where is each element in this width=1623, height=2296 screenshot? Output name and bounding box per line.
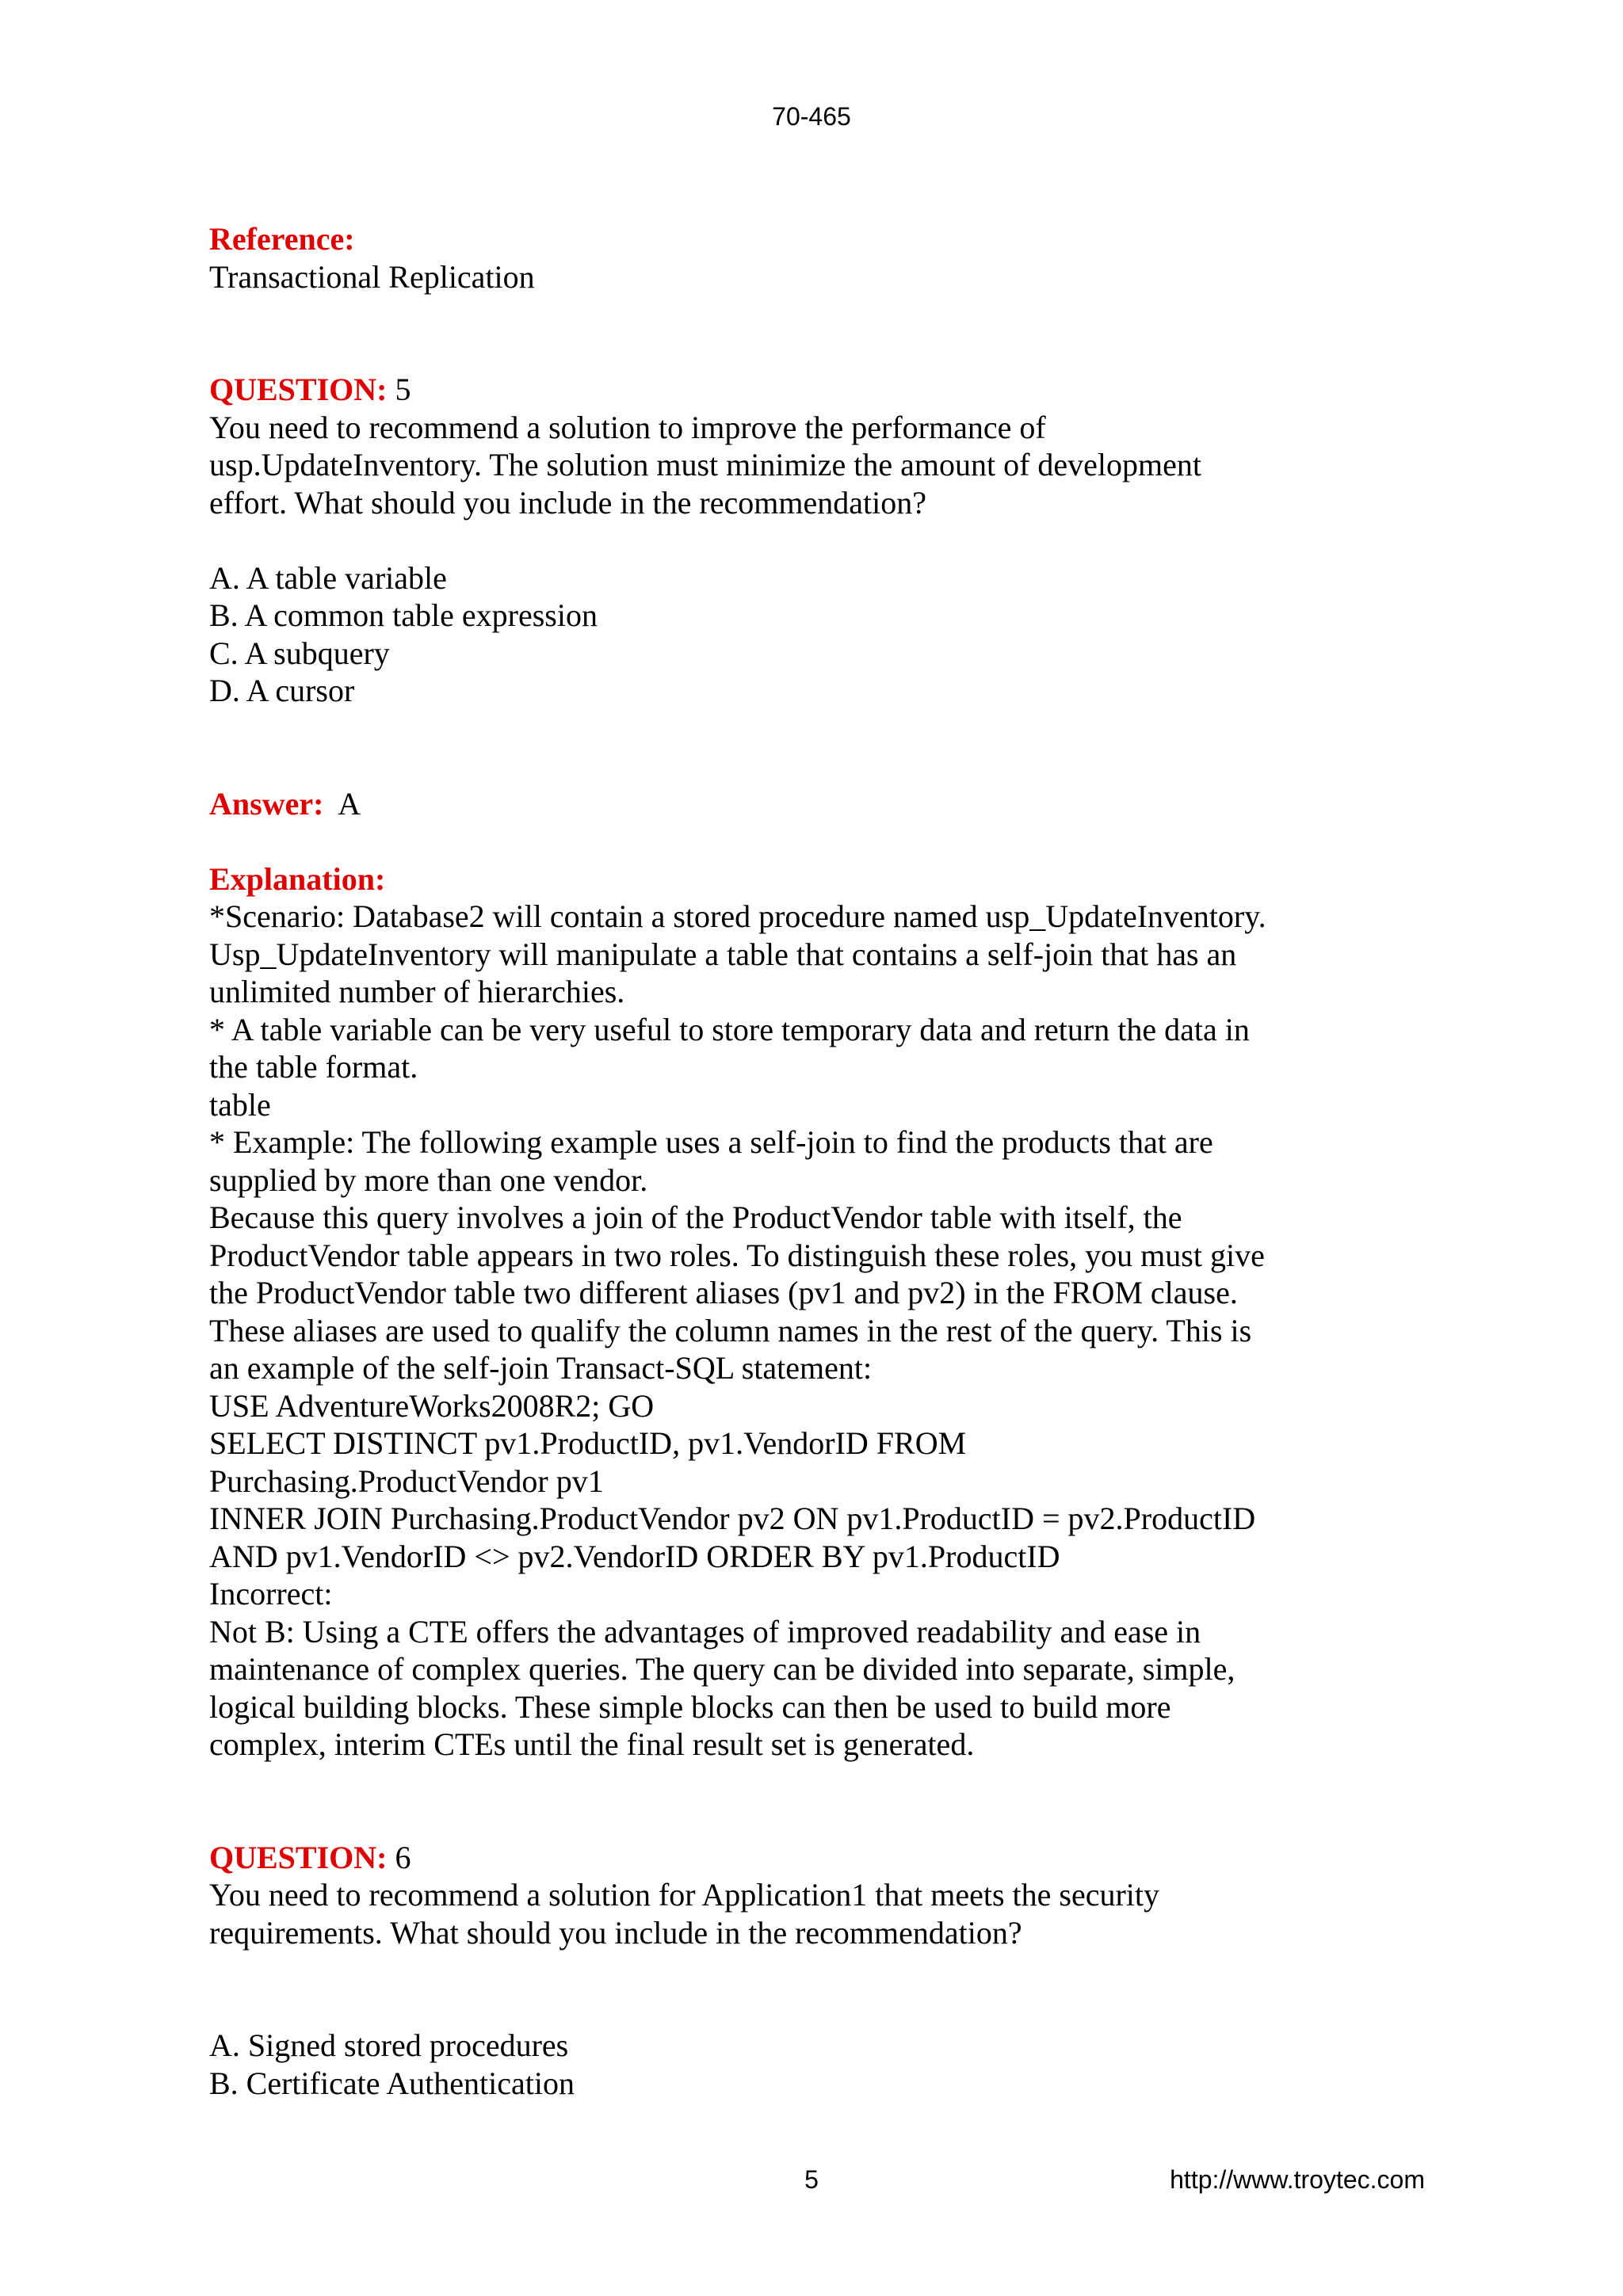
- explanation-line: supplied by more than one vendor.: [209, 1161, 648, 1198]
- explanation-line: logical building blocks. These simple blocks can then be used to build more: [209, 1688, 1171, 1725]
- explanation-line: AND pv1.VendorID <> pv2.VendorID ORDER BY pv1.ProductID: [209, 1538, 1060, 1574]
- answer-label: Answer:: [209, 785, 324, 822]
- explanation-line: SELECT DISTINCT pv1.ProductID, pv1.VendorID FROM: [209, 1425, 967, 1461]
- explanation-line: Incorrect:: [209, 1576, 333, 1611]
- explanation-line: table: [209, 1086, 271, 1123]
- question-5-option-c: C. A subquery: [209, 635, 390, 671]
- question-number: 6: [395, 1839, 411, 1875]
- question-6-option-a: A. Signed stored procedures: [209, 2027, 569, 2063]
- question-5-text-line: usp.UpdateInventory. The solution must minimize the amount of development: [209, 447, 1201, 482]
- page-number: 5: [804, 2165, 819, 2194]
- question-5-option-b: B. A common table expression: [209, 597, 598, 633]
- question-number: 5: [395, 372, 411, 407]
- explanation-line: Because this query involves a join of the ProductVendor table with itself, the: [209, 1199, 1182, 1235]
- page-content: [209, 220, 1556, 2102]
- explanation-line: USE AdventureWorks2008R2; GO: [209, 1387, 655, 1424]
- explanation-line: Purchasing.ProductVendor pv1: [209, 1463, 604, 1499]
- footer-url: http://www.troytec.com: [1170, 2165, 1425, 2194]
- explanation-label: Explanation:: [209, 860, 386, 897]
- question-5-text-line: You need to recommend a solution to improve the performance of: [209, 409, 1046, 445]
- question-5-text-line: effort. What should you include in the recommendation?: [209, 484, 926, 521]
- question-6-option-b: B. Certificate Authentication: [209, 2065, 575, 2101]
- explanation-line: * A table variable can be very useful to store temporary data and return the data in: [209, 1011, 1250, 1047]
- question-6-heading: [209, 1839, 1556, 1877]
- explanation-line: These aliases are used to qualify the column names in the rest of the query. This is: [209, 1312, 1252, 1348]
- explanation-line: unlimited number of hierarchies.: [209, 974, 625, 1009]
- question-label: QUESTION:: [209, 372, 388, 407]
- explanation-line: * Example: The following example uses a self-join to find the products that are: [209, 1124, 1213, 1160]
- explanation-line: Usp_UpdateInventory will manipulate a table that contains a self-join that has an: [209, 936, 1237, 972]
- answer-line: [209, 785, 1556, 823]
- exam-code-header: 70-465: [772, 102, 851, 131]
- reference-label: Reference:: [209, 221, 355, 257]
- explanation-line: complex, interim CTEs until the final result set is generated.: [209, 1726, 975, 1762]
- explanation-line: maintenance of complex queries. The query can be divided into separate, simple,: [209, 1651, 1235, 1687]
- explanation-line: an example of the self-join Transact-SQL statement:: [209, 1350, 873, 1386]
- explanation-line: INNER JOIN Purchasing.ProductVendor pv2 ON pv1.ProductID = pv2.ProductID: [209, 1501, 1256, 1536]
- reference-text: Transactional Replication: [209, 258, 535, 295]
- question-6-text-line: requirements. What should you include in the recommendation?: [209, 1914, 1022, 1951]
- explanation-line: the table format.: [209, 1049, 418, 1085]
- answer-value: A: [338, 785, 361, 822]
- question-5-option-d: D. A cursor: [209, 673, 355, 708]
- explanation-line: the ProductVendor table two different aliases (pv1 and pv2) in the FROM clause.: [209, 1275, 1238, 1310]
- explanation-line: Not B: Using a CTE offers the advantages of improved readability and ease in: [209, 1613, 1201, 1650]
- explanation-line: *Scenario: Database2 will contain a stored procedure named usp_UpdateInventory.: [209, 898, 1266, 934]
- question-6-text-line: You need to recommend a solution for Application1 that meets the security: [209, 1877, 1160, 1913]
- explanation-line: ProductVendor table appears in two roles. To distinguish these roles, you must give: [209, 1237, 1265, 1273]
- question-5-option-a: A. A table variable: [209, 559, 447, 596]
- question-label: QUESTION:: [209, 1839, 388, 1875]
- question-5-heading: [209, 371, 1556, 409]
